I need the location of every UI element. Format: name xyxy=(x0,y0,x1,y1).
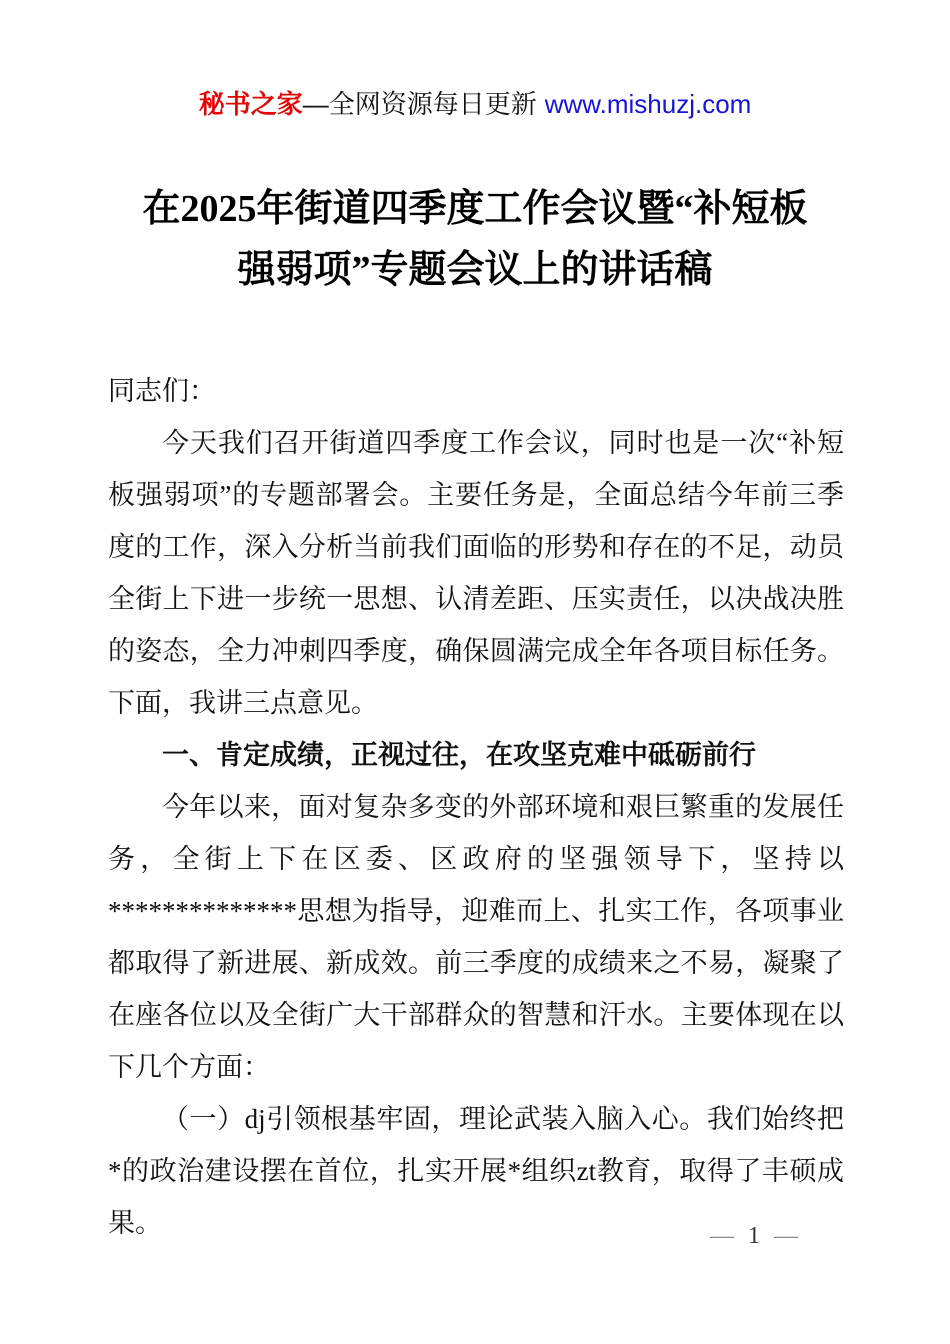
page-number: 1 xyxy=(748,1223,760,1249)
page-footer xyxy=(710,1220,798,1252)
body-paragraph-subpoint-1: （一）dj引领根基牢固，理论武装入脑入心。我们始终把*的政治建设摆在首位，扎实开展*组织zt教育，取得了丰硕成果。 xyxy=(108,1104,844,1238)
section-heading-1: 一、肯定成绩，正视过往，在攻坚克难中砥砺前行 xyxy=(162,740,756,770)
site-header xyxy=(0,88,950,120)
site-tagline: —全网资源每日更新 xyxy=(302,89,537,119)
document-body xyxy=(108,365,844,1249)
body-paragraph-review: 今年以来，面对复杂多变的外部环境和艰巨繁重的发展任务，全街上下在区委、区政府的坚强领导下，坚持以**************思想为指导，迎难而上、扎实工作，各项事业都取得了新进展、新成效。前三季度的成绩来之不易，凝聚了在座各位以及全街广大干部群众的智慧和汗水。主要体现在以下几个方面： xyxy=(108,792,844,1082)
site-url-link[interactable]: www.mishuzj.com xyxy=(544,89,752,119)
page-number-dash-right: — xyxy=(774,1223,798,1249)
document-title: 在2025年街道四季度工作会议暨“补短板强弱项”专题会议上的讲话稿 xyxy=(142,188,808,291)
page-number-dash-left: — xyxy=(710,1223,734,1249)
site-brand: 秘书之家 xyxy=(198,89,303,119)
salutation-line: 同志们： xyxy=(108,376,216,406)
body-paragraph-intro: 今天我们召开街道四季度工作会议，同时也是一次“补短板强弱项”的专题部署会。主要任务是，全面总结今年前三季度的工作，深入分析当前我们面临的形势和存在的不足，动员全街上下进一步统一思想、认清差距、压实责任，以决战决胜的姿态，全力冲刺四季度，确保圆满完成全年各项目标任务。下面，我讲三点意见。 xyxy=(108,428,844,718)
